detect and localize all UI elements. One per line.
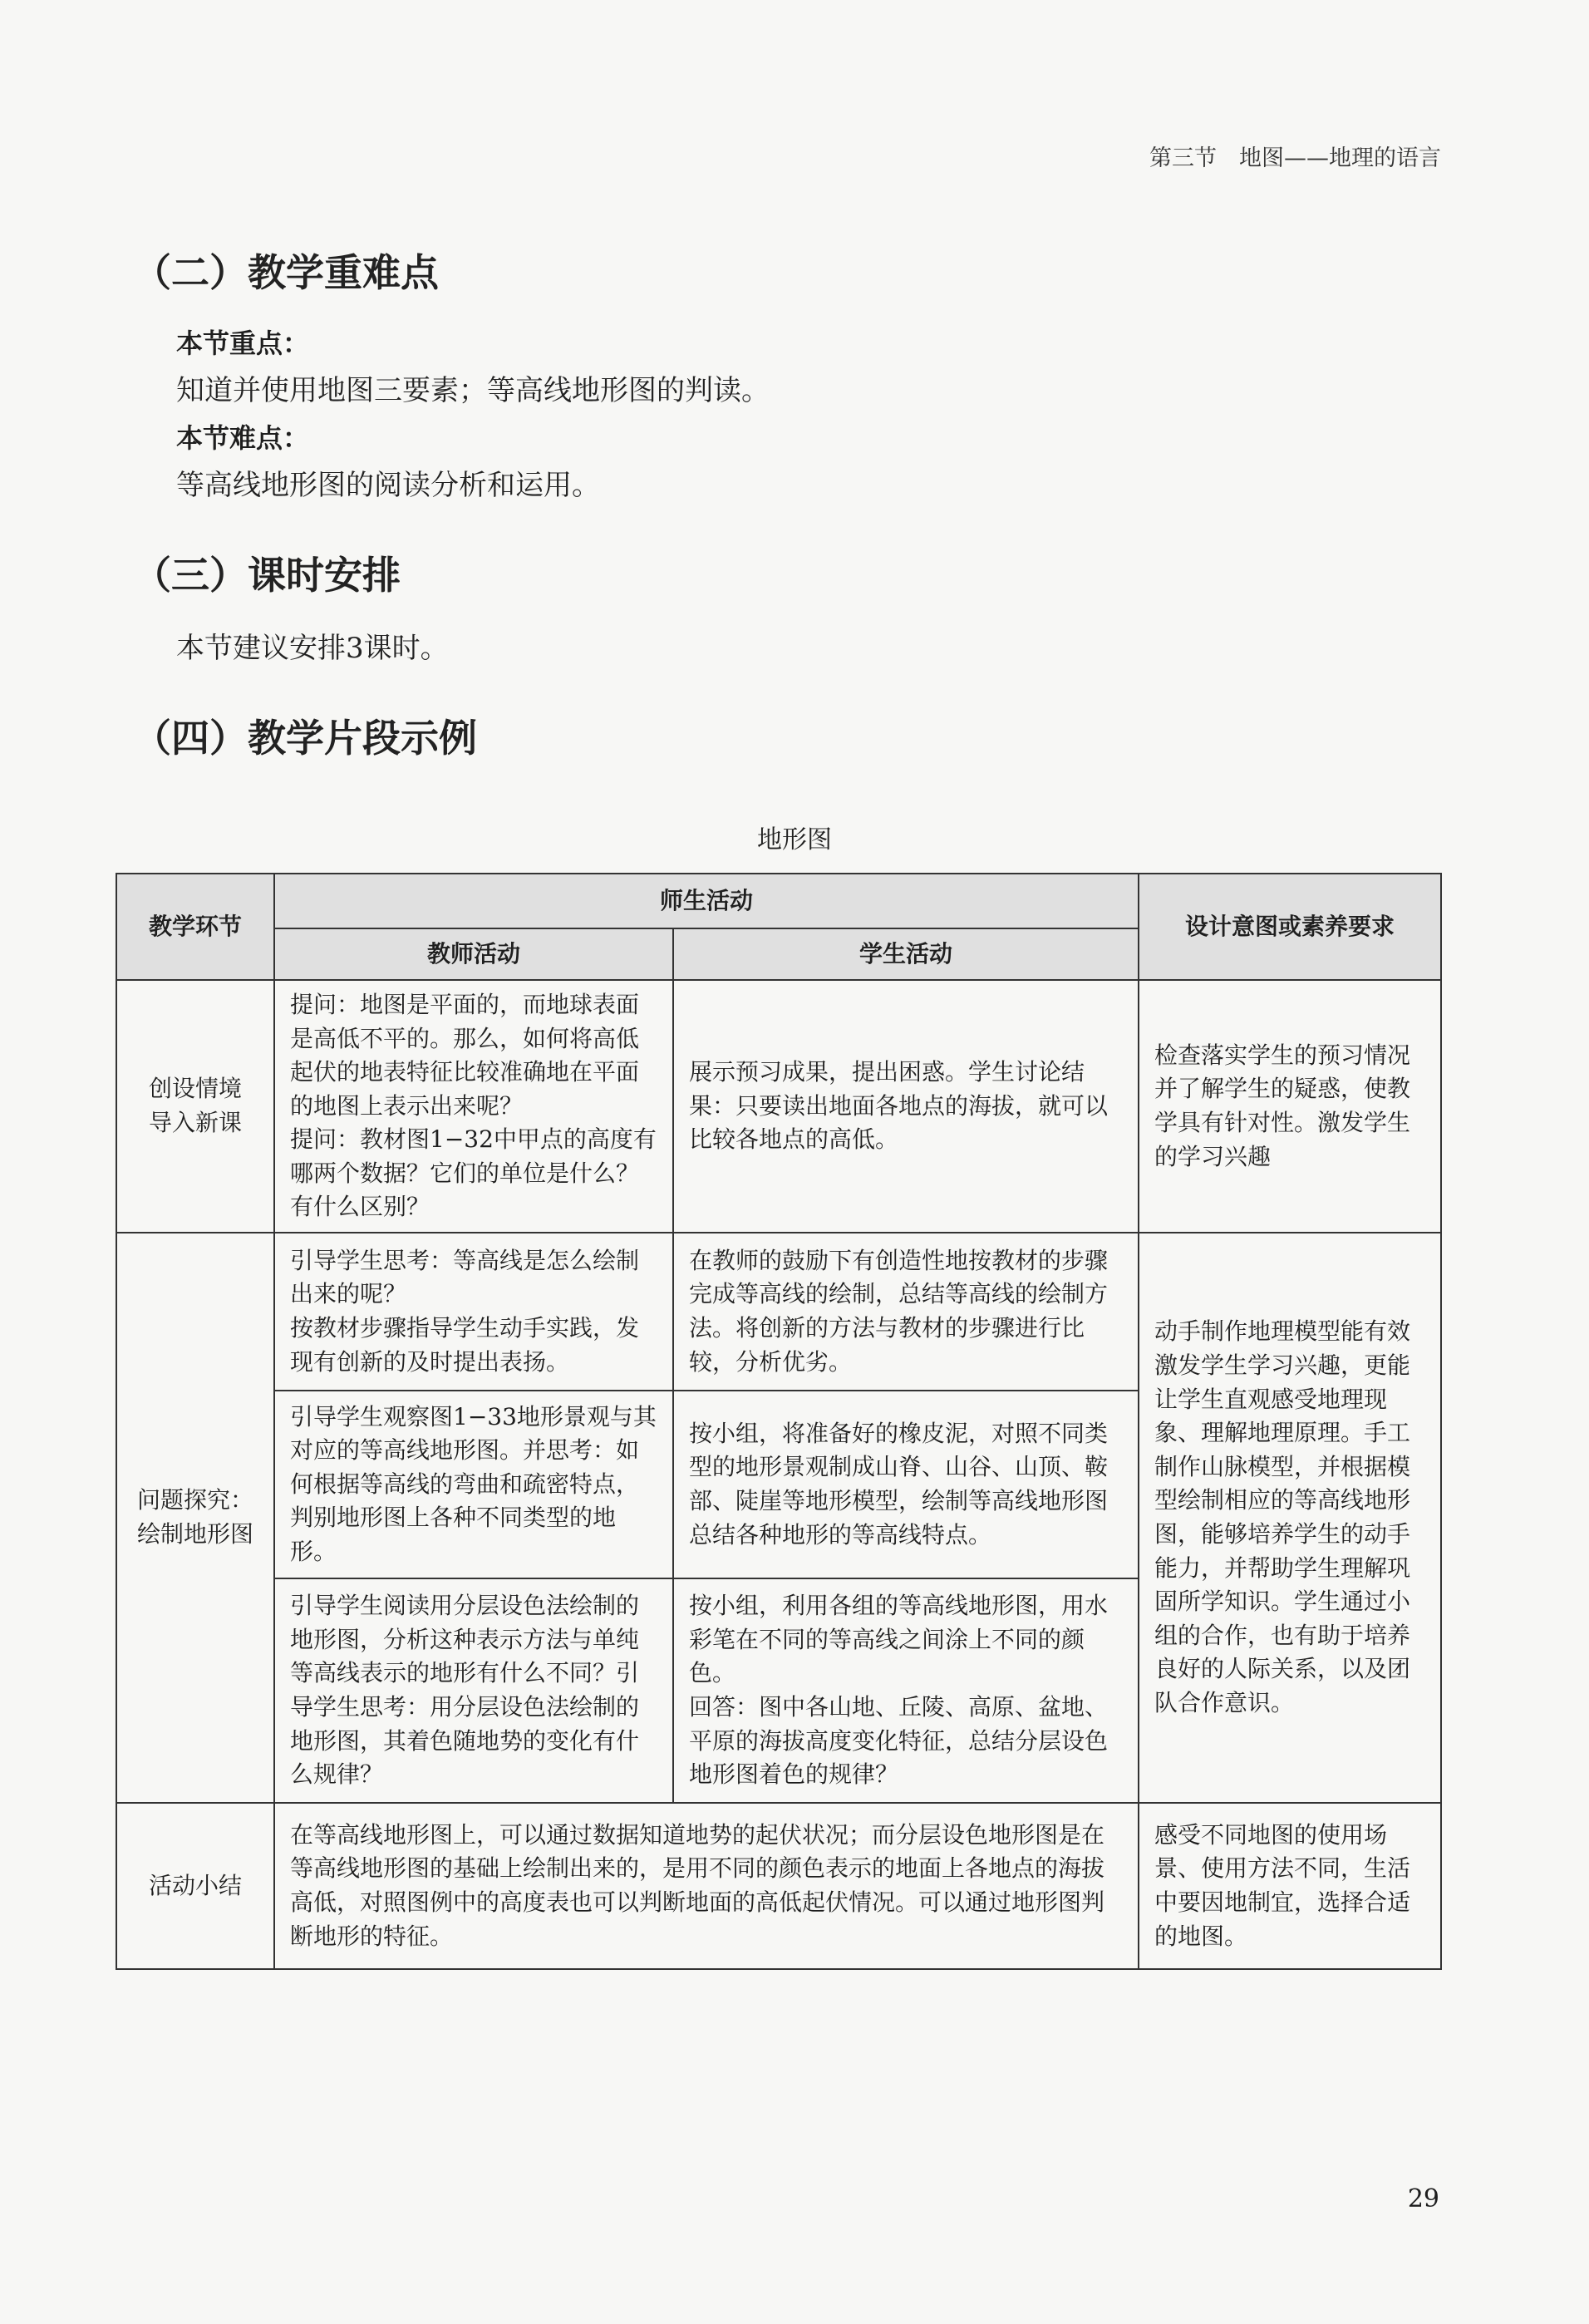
teacher-cell: 引导学生阅读用分层设色法绘制的地形图，分析这种表示方法与单纯等高线表示的地形有什么不同？引导学生思考：用分层设色法绘制的地形图，其着色随地势的变化有什么规律？ xyxy=(274,1578,673,1803)
schedule-text: 本节建议安排3课时。 xyxy=(176,632,449,665)
summary-cell: 在等高线地形图上，可以通过数据知道地势的起伏状况；而分层设色地形图是在等高线地形图的基础上绘制出来的，是用不同的颜色表示的地面上各地点的海拔高低，对照图例中的高度表也可以判断地面的高低起伏情况。可以通过地形图判断地形的特征。 xyxy=(274,1803,1139,1969)
design-cell: 动手制作地理模型能有效激发学生学习兴趣，更能让学生直观感受地理现象、理解地理原理。手工制作山脉模型，并根据模型绘制相应的等高线地形图，能够培养学生的动手能力，并帮助学生理解巩固所学知识。学生通过小组的合作，也有助于培养良好的人际关系，以及团队合作意识。 xyxy=(1139,1233,1441,1803)
difficulty-text: 等高线地形图的阅读分析和运用。 xyxy=(176,469,600,502)
difficulty-label: 本节难点： xyxy=(176,422,310,454)
stage-cell: 创设情境 导入新课 xyxy=(116,980,274,1233)
header-row xyxy=(116,874,1441,928)
stage-cell: 活动小结 xyxy=(116,1803,274,1969)
heading-key-points: （二）教学重难点 xyxy=(133,250,439,295)
student-cell: 展示预习成果，提出困惑。学生讨论结果：只要读出地面各地点的海拔，就可以比较各地点的高低。 xyxy=(673,980,1139,1233)
header-design: 设计意图或素养要求 xyxy=(1139,874,1441,980)
heading-examples: （四）教学片段示例 xyxy=(133,716,477,761)
lesson-table xyxy=(116,873,1442,1970)
focus-label: 本节重点： xyxy=(176,327,310,359)
page-number: 29 xyxy=(1407,2184,1439,2213)
running-head: 第三节 地图——地理的语言 xyxy=(1149,145,1441,171)
teacher-cell: 引导学生思考：等高线是怎么绘制出来的呢？ 按教材步骤指导学生动手实践，发现有创新的及时提出表扬。 xyxy=(274,1233,673,1391)
header-student: 学生活动 xyxy=(673,928,1139,980)
header-teacher: 教师活动 xyxy=(274,928,673,980)
header-stage: 教学环节 xyxy=(116,874,274,980)
teacher-cell: 提问：地图是平面的，而地球表面是高低不平的。那么，如何将高低起伏的地表特征比较准确地在平面的地图上表示出来呢？ 提问：教材图1−32中甲点的高度有哪两个数据？它们的单位是什么？有什么区别？ xyxy=(274,980,673,1233)
table-row xyxy=(116,1803,1441,1969)
table-row xyxy=(116,1233,1441,1391)
design-cell: 检查落实学生的预习情况并了解学生的疑惑，使教学具有针对性。激发学生的学习兴趣 xyxy=(1139,980,1441,1233)
teacher-cell: 引导学生观察图1−33地形景观与其对应的等高线地形图。并思考：如何根据等高线的弯曲和疏密特点，判别地形图上各种不同类型的地形。 xyxy=(274,1391,673,1578)
student-cell: 按小组，利用各组的等高线地形图，用水彩笔在不同的等高线之间涂上不同的颜色。 回答：图中各山地、丘陵、高原、盆地、平原的海拔高度变化特征，总结分层设色地形图着色的规律？ xyxy=(673,1578,1139,1803)
design-cell: 感受不同地图的使用场景、使用方法不同，生活中要因地制宜，选择合适的地图。 xyxy=(1139,1803,1441,1969)
heading-schedule: （三）课时安排 xyxy=(133,553,401,598)
stage-cell: 问题探究： 绘制地形图 xyxy=(116,1233,274,1803)
student-cell: 在教师的鼓励下有创造性地按教材的步骤完成等高线的绘制，总结等高线的绘制方法。将创新的方法与教材的步骤进行比较，分析优劣。 xyxy=(673,1233,1139,1391)
focus-text: 知道并使用地图三要素；等高线地形图的判读。 xyxy=(176,374,770,407)
table-row xyxy=(116,980,1441,1233)
table-title: 地形图 xyxy=(757,825,832,854)
student-cell: 按小组，将准备好的橡皮泥，对照不同类型的地形景观制成山脊、山谷、山顶、鞍部、陡崖等地形模型，绘制等高线地形图总结各种地形的等高线特点。 xyxy=(673,1391,1139,1578)
header-activities: 师生活动 xyxy=(274,874,1139,928)
